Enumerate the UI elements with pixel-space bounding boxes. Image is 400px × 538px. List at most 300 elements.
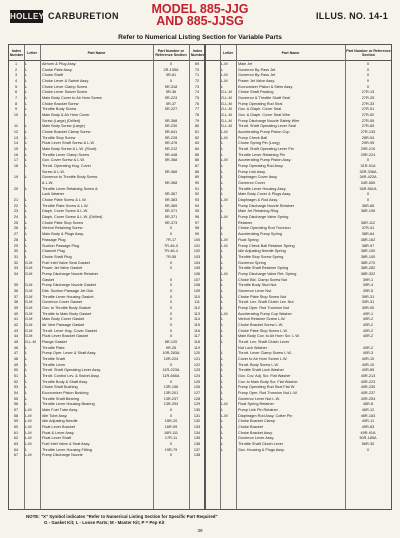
part-name-cell: Power Jet Valve Assy. <box>238 79 275 84</box>
index-cell: 30 <box>13 249 19 254</box>
part-name-cell: Choke Bracket Screw L.W. <box>238 322 284 327</box>
letter-cell: L <box>25 254 28 259</box>
part-name-cell: Power Jet Valve Gasket <box>42 266 83 271</box>
part-number-cell: 5R-37 <box>165 101 177 106</box>
part-name-cell: Accelerating Pump Piston Assy. <box>238 158 292 163</box>
part-name-cell: Choke Plate Stop Screw Nut <box>238 294 287 299</box>
part-name-cell: Choke Bracket Clamp <box>238 419 275 424</box>
index-cell: 79 <box>194 118 200 123</box>
part-number-cell: 5R-367 <box>164 192 178 197</box>
index-cell: 6 <box>14 90 18 95</box>
part-number-cell: 39R-31 <box>361 294 375 299</box>
part-name-cell: Throttle Shaft Bearing <box>42 396 79 401</box>
index-cell: 110 <box>193 294 201 299</box>
part-number-cell: 40R-2 <box>362 345 374 350</box>
part-number-cell: 27R-55 <box>361 118 375 123</box>
letter-cell: L <box>221 317 224 322</box>
part-name-cell: Choke Bracket Clamp Screw <box>42 130 91 135</box>
part-name-cell: Governor By-Pass Jet <box>238 67 276 72</box>
index-cell: 37 <box>13 294 19 299</box>
part-name-cell: Pump Discharge Nozzle <box>42 453 83 458</box>
part-name-cell: Throttle Lever Housing Assy. <box>238 186 287 191</box>
letter-cell: G-M <box>25 288 33 293</box>
table-body-left <box>9 62 205 459</box>
part-number-cell: X <box>169 362 173 367</box>
part-number-cell: 39R-4 <box>362 283 374 288</box>
index-cell: 101 <box>193 243 201 248</box>
index-cell: 135 <box>193 436 201 441</box>
letter-cell: L-M <box>221 158 228 163</box>
part-name-cell: Governor Cover Gasket <box>42 300 83 305</box>
part-name-cell: Main Body & Plugs Assy. <box>42 232 84 237</box>
index-cell: 125 <box>193 379 201 384</box>
part-name-cell: Screw & L.W. <box>42 169 65 174</box>
part-name-cell: Main Body Cover Gasket <box>42 317 85 322</box>
part-number-cell: 40R-1 <box>362 311 374 316</box>
index-cell: 92 <box>194 192 200 197</box>
part-number-cell: 27R-25 <box>361 96 375 101</box>
letter-cell: L-M <box>221 271 228 276</box>
index-cell: 18 <box>13 164 19 169</box>
letter-cell: L <box>25 186 28 191</box>
index-cell: 62 <box>13 436 19 441</box>
index-cell: 83 <box>194 141 200 146</box>
letter-cell: L <box>221 351 224 356</box>
part-name-cell: Throttle Lever Housing Fitting <box>42 447 92 452</box>
part-name-cell: Screw (Large) (Drilled) <box>42 118 81 123</box>
part-number-cell: X <box>169 283 173 288</box>
index-cell: 90 <box>194 181 200 186</box>
index-cell: 121 <box>193 356 201 361</box>
letter-cell: L <box>25 96 28 101</box>
part-name-cell: Pump Check Ball <box>238 135 268 140</box>
part-number-cell: 40R-230 <box>360 385 376 390</box>
part-name-cell: Choke Operating Rod Trunnion <box>238 226 291 231</box>
part-number-cell: X <box>169 334 173 339</box>
part-name-cell: Throttle Lever Clamp Screw <box>42 152 90 157</box>
letter-cell: L <box>221 169 224 174</box>
letter-cell: G-M <box>25 271 33 276</box>
part-number-cell: 38R-97 <box>361 243 375 248</box>
index-cell: 95 <box>194 209 200 214</box>
part-number-cell: 40R-10 <box>361 356 375 361</box>
letter-cell: L <box>25 84 28 89</box>
index-cell: 43 <box>13 328 19 333</box>
part-name-cell: Main Body & Air Horn Cover <box>42 113 90 118</box>
part-number-cell: X <box>366 73 370 78</box>
index-cell: 33 <box>13 266 19 271</box>
part-number-cell: 39R-90 <box>361 305 375 310</box>
part-number-cell: 5R-227 <box>164 107 178 112</box>
letter-cell: L-M <box>25 413 32 418</box>
part-name-cell: Throttle Body Screw <box>42 107 77 112</box>
part-number-cell: 5R-368 <box>164 181 178 186</box>
header-part-name: Part Name <box>281 51 300 55</box>
part-name-cell: Pump Discharge Nozzle Retainer <box>42 271 99 276</box>
index-cell: 4 <box>14 79 18 84</box>
part-number-cell: X <box>366 62 370 66</box>
part-number-cell: 40R-253 <box>360 396 376 401</box>
letter-cell: L <box>221 203 224 208</box>
part-name-cell: Choke Plate Stop Screw L.W. <box>238 328 288 333</box>
letter-cell: G-M <box>25 328 33 333</box>
letter-cell: L-M <box>221 62 228 66</box>
part-name-cell: Diaphragm & Rod Assy. <box>238 198 279 203</box>
part-name-cell: Airhorn & Plug Assy. <box>42 62 77 66</box>
index-cell: 96 <box>194 215 200 220</box>
part-name-cell: Suction Passage Plug <box>42 243 80 248</box>
part-number-cell: 40R-237 <box>360 390 376 395</box>
letter-cell: L <box>221 266 224 271</box>
letter-cell: L <box>25 385 28 390</box>
index-cell: 13 <box>13 135 19 140</box>
part-number-cell: 28R-54 <box>361 135 375 140</box>
part-number-cell: 16R-111 <box>163 430 178 435</box>
index-cell: 27 <box>13 232 19 237</box>
part-name-cell: Choke Plate Assy. <box>42 67 73 72</box>
part-number-cell: 38R-322 <box>360 271 376 276</box>
index-cell: 128 <box>193 396 201 401</box>
part-name-cell: Pump Operating Rod Seal Flat W. <box>238 385 296 390</box>
index-cell: 80 <box>194 124 200 129</box>
index-cell: 53 <box>13 385 19 390</box>
index-cell: 45 <box>13 339 19 344</box>
part-name-cell: Choke Lever Clamp Screw <box>42 84 88 89</box>
page-subtitle: Refer to Numerical Listing Section for Variable Parts <box>118 34 282 41</box>
letter-cell: L <box>25 345 28 350</box>
part-number-cell: X <box>169 62 173 66</box>
part-name-cell: Air Vent Passage Gasket <box>42 322 85 327</box>
letter-cell: L <box>221 232 224 237</box>
part-name-cell: Main Body Cover & Plugs Assy. <box>238 192 292 197</box>
letter-cell: L <box>25 368 28 373</box>
index-cell: 48 <box>13 356 19 361</box>
part-name-cell: Pump Discharge Valve Spring <box>238 215 289 220</box>
letter-cell: L-M <box>221 215 228 220</box>
table-body-right <box>205 62 391 453</box>
letter-cell: G-M <box>25 283 33 288</box>
index-cell: 112 <box>193 305 201 310</box>
part-name-cell: Gov. Cov. Adj. Scr. Flat Washer <box>238 373 291 378</box>
letter-cell: L <box>221 84 224 89</box>
index-cell: 104 <box>193 260 201 265</box>
part-name-cell: Thrott. Lev. Shaft Clutch Lever <box>238 339 290 344</box>
letter-cell: L <box>221 407 224 412</box>
index-cell: 122 <box>193 362 201 367</box>
part-name-cell: Thrott. Shaft Operating Lever Assy. <box>42 368 102 373</box>
letter-cell: L <box>25 135 28 140</box>
part-name-cell: Main Body Cover to Air Horn Screw <box>42 96 102 101</box>
part-number-cell: X <box>169 379 173 384</box>
letter-cell: L <box>25 373 28 378</box>
letter-cell: L <box>25 402 28 407</box>
part-name-cell: Throttle Lever Housing Bearing <box>42 402 95 407</box>
part-number-cell: 36R-65 <box>361 203 375 208</box>
part-name-cell: Pump Discharge Nozzle Safety Wire <box>238 118 300 123</box>
index-cell: 136 <box>193 442 201 447</box>
part-name-cell: Choke Lever & Swivel Assy. <box>42 79 89 84</box>
footnote-line-1: NOTE: "X" Symbol indicates "Refer to Numerical Listing Section for Specific Part Required" <box>26 514 218 519</box>
part-name-cell: Cov. to Main Body Scr. Flat Washer <box>238 379 298 384</box>
part-number-cell: 38R-100 <box>360 249 376 254</box>
letter-cell: L <box>221 175 224 180</box>
part-name-cell: Choke Bracket Assy. <box>238 430 273 435</box>
part-number-cell: X <box>169 317 173 322</box>
letter-cell: L-M <box>221 311 228 316</box>
part-number-cell: 38R-282 <box>360 266 376 271</box>
part-number-cell: 5R-368 <box>164 118 178 123</box>
part-number-cell: X <box>169 453 173 458</box>
letter-cell: L-M <box>221 135 228 140</box>
index-cell: 20 <box>13 186 19 191</box>
letter-cell: L <box>25 198 28 203</box>
part-number-cell: 50R-185A <box>359 436 377 441</box>
index-cell: 120 <box>193 351 201 356</box>
part-number-cell: 34R-422A <box>359 175 377 180</box>
part-name-cell: Pump Link Pin Retainer <box>238 407 278 412</box>
part-number-cell: X <box>169 407 173 412</box>
letter-cell: L <box>221 334 224 339</box>
index-cell: 29 <box>13 243 19 248</box>
index-cell: 134 <box>193 430 201 435</box>
part-name-cell: Pump Discharge Nozzle Gasket <box>42 283 96 288</box>
index-cell: 76 <box>194 101 200 106</box>
part-name-cell: Governor Lever Nut L.W. <box>238 396 280 401</box>
letter-cell: G-L-M <box>221 124 232 129</box>
part-number-cell: 13R-156 <box>163 385 179 390</box>
letter-cell: L <box>25 130 28 135</box>
index-cell: 88 <box>194 169 200 174</box>
index-cell: 100 <box>193 237 201 242</box>
part-name-cell: Flange Gasket <box>42 339 67 344</box>
part-name-cell: Choke Plate Screw & L.W. <box>42 198 87 203</box>
index-cell: 36 <box>13 288 19 293</box>
part-name-cell: Channel Plug <box>42 249 65 254</box>
letter-cell: L <box>25 141 28 146</box>
index-cell: 11 <box>14 124 18 129</box>
index-cell: 89 <box>194 175 200 180</box>
index-cell: 21 <box>13 198 19 203</box>
part-name-cell: Throttle to Main Body Gasket <box>42 311 92 316</box>
part-name-cell: Pump Link Assy. <box>238 169 266 174</box>
letter-cell: L <box>25 249 28 254</box>
index-cell: 42 <box>13 322 19 327</box>
letter-cell: G-L-M <box>25 339 36 344</box>
part-number-cell: X <box>169 305 173 310</box>
letter-cell: L <box>25 113 28 118</box>
header-part-number: Part Number or Reference Section <box>155 49 187 57</box>
index-cell: 126 <box>193 385 201 390</box>
letter-cell: L <box>221 362 224 367</box>
letter-cell: L <box>221 328 224 333</box>
part-number-cell: 5R-448 <box>164 152 178 157</box>
letter-cell: L <box>25 175 28 180</box>
index-cell: 71 <box>194 73 200 78</box>
part-name-cell: Diaphragm Cover Assy. <box>238 175 278 180</box>
letter-cell: L <box>221 249 224 254</box>
part-number-cell: 5R-641 <box>164 130 178 135</box>
model-title-line1: MODEL 885-JJG <box>151 2 249 16</box>
part-number-cell: 39R-1 <box>362 277 374 282</box>
part-name-cell: Governor Cover <box>238 181 266 186</box>
index-cell: 85 <box>194 152 200 157</box>
index-cell: 14 <box>13 141 19 146</box>
index-cell: 34 <box>13 271 19 276</box>
letter-cell: G-M <box>25 300 33 305</box>
part-number-cell: 7R-17 <box>165 237 177 242</box>
part-name-cell: Float Lever Shaft <box>42 436 71 441</box>
part-number-cell: X <box>169 311 173 316</box>
letter-cell: L <box>221 226 224 231</box>
header-index-2: Index Number <box>190 49 205 57</box>
footnote-line-2: G - Gasket Kit; L - Loose Parts; M - Master Kit; P = Pep Kit <box>44 520 165 525</box>
part-number-cell: 5R-36 <box>165 90 177 95</box>
part-number-cell: 7R-46-4 <box>164 249 178 254</box>
index-cell: 40 <box>13 311 19 316</box>
letter-cell: L <box>25 351 28 356</box>
part-number-cell: 40R-2 <box>362 322 374 327</box>
part-name-cell: Retainer <box>238 220 253 225</box>
part-name-cell: Throttle Body Stud Nut <box>238 283 277 288</box>
letter-cell: G-L-M <box>221 118 232 123</box>
index-cell: 56 <box>13 402 19 407</box>
letter-cell: L <box>221 254 224 259</box>
part-name-cell: Throttle Stop Screw <box>42 135 76 140</box>
part-number-cell: 34R-565 <box>360 181 376 186</box>
index-cell: 94 <box>194 203 200 208</box>
part-name-cell: Governor By-Pass Jet <box>238 73 276 78</box>
part-name-cell: Governor Lever Assy. <box>238 436 275 441</box>
part-number-cell: X <box>169 79 173 84</box>
letter-cell: G-M <box>25 317 33 322</box>
letter-cell: L-M <box>25 407 32 412</box>
holley-logo: HOLLEY <box>10 12 45 21</box>
part-number-cell: X <box>366 84 370 89</box>
letter-cell: L-M <box>25 453 32 458</box>
index-cell: 9 <box>14 107 18 112</box>
part-name-cell: Throttle Shaft <box>42 356 65 361</box>
part-number-cell: 29R-210 <box>360 147 376 152</box>
part-name-cell: Nut Lock Washer <box>238 345 267 350</box>
part-number-cell: 27R-13 <box>361 90 375 95</box>
part-number-cell: 5R-366 <box>164 169 178 174</box>
index-cell: 2 <box>14 67 18 72</box>
part-name-cell: Diaph. Cover Screw & L.W. <box>42 209 88 214</box>
letter-cell: L <box>221 379 224 384</box>
part-number-cell: 29R-95 <box>361 141 375 146</box>
parts-table-left <box>8 44 206 510</box>
part-number-cell: 31R-91A <box>360 164 376 169</box>
part-name-cell: Pump Oper. Lever & Shaft Assy. <box>42 351 97 356</box>
part-name-cell: Accelerating Pump Piston Cup <box>238 130 290 135</box>
part-number-cell: X <box>169 294 173 299</box>
part-name-cell: Main Body Cov. to Air Horn Scr. L.W. <box>238 334 300 339</box>
part-name-cell: Float Lever Bracket <box>42 425 75 429</box>
letter-cell: L-M <box>221 413 228 418</box>
part-number-cell: 29R-224 <box>360 152 376 157</box>
part-number-cell: X <box>366 192 370 197</box>
letter-cell: L <box>221 283 224 288</box>
letter-cell: L <box>221 260 224 265</box>
index-cell: 115 <box>193 322 201 327</box>
letter-cell: G-M <box>25 322 33 327</box>
index-cell: 105 <box>193 266 201 271</box>
table-header-left <box>9 45 205 61</box>
part-name-cell: Float Spring Retainer <box>238 402 274 407</box>
index-cell: 64 <box>13 447 19 452</box>
part-name-cell: Venturi Retaining Screw <box>42 226 83 231</box>
letter-cell: G-M <box>25 260 33 265</box>
index-cell: 26 <box>13 226 19 231</box>
part-name-cell: Idle Adjusting Needle Spring <box>238 249 286 254</box>
part-name-cell: Pump Operating Rod Seal <box>238 101 283 106</box>
part-number-cell: 27R-52 <box>361 113 375 118</box>
part-number-cell: 16R-99 <box>164 425 178 429</box>
letter-cell: L <box>221 277 224 282</box>
letter-cell: L <box>25 243 28 248</box>
index-cell: 15 <box>13 147 19 152</box>
part-name-cell: Throttle Lever Housing Gasket <box>42 294 94 299</box>
part-name-cell: Venturi Retainer Screw L.W. <box>238 317 286 322</box>
index-cell: 25 <box>13 220 19 225</box>
table-row <box>205 448 391 454</box>
part-number-cell: 38R-162 <box>360 237 376 242</box>
letter-cell: L <box>221 442 224 447</box>
part-name-cell: Fuel Inlet Valve & Seat Assy. <box>42 442 91 447</box>
letter-cell: G-M <box>25 311 33 316</box>
part-number-cell: X <box>169 300 173 305</box>
index-cell: 130 <box>193 407 201 412</box>
part-number-cell: 56R-30 <box>361 442 375 447</box>
part-number-cell: 49R-91A <box>360 430 376 435</box>
part-number-cell: 32R-336A <box>359 169 377 174</box>
part-number-cell: 13R-201 <box>163 390 179 395</box>
letter-cell: L <box>25 209 28 214</box>
index-cell: 113 <box>193 311 201 316</box>
index-cell: 84 <box>194 147 200 152</box>
index-cell: 5 <box>14 84 18 89</box>
part-name-cell: Economizer Piston Bushing <box>42 390 89 395</box>
part-name-cell: Economizer Piston & Stem Assy. <box>238 84 294 89</box>
part-number-cell: 3R-81 <box>165 73 177 78</box>
index-cell: 22 <box>13 203 19 208</box>
part-number-cell: 27R-51 <box>361 107 375 112</box>
index-cell: 39 <box>13 305 19 310</box>
parts-tables <box>8 44 392 510</box>
part-number-cell: 27R-33 <box>361 101 375 106</box>
letter-cell: L-M <box>25 442 32 447</box>
part-name-cell: Pump Discharge Nozzle Retainer <box>238 203 295 208</box>
part-name-cell: Gov. Housing & Plugs Assy. <box>238 447 285 452</box>
part-name-cell: Float Lever Bracket Gasket <box>42 334 89 339</box>
letter-cell: L <box>25 62 28 66</box>
part-name-cell: Dist. Suction Passage Jet Gsk. <box>42 288 95 293</box>
part-name-cell: Accelerating Pump Spring <box>238 232 282 237</box>
letter-cell: L <box>25 101 28 106</box>
index-cell: 118 <box>193 339 201 344</box>
letter-cell: L <box>221 164 224 169</box>
index-cell: 54 <box>13 390 19 395</box>
part-name-cell: Lock Washer <box>42 192 65 197</box>
part-name-cell: Throttle Lever Retaining Pin <box>238 152 286 157</box>
part-number-cell: 5R-371 <box>164 215 178 220</box>
part-number-cell: X <box>366 67 370 72</box>
footnote <box>26 514 386 526</box>
letter-cell: L <box>221 436 224 441</box>
letter-cell: L <box>221 356 224 361</box>
part-number-cell: 38R-64 <box>361 232 375 237</box>
part-number-cell: 36R-195 <box>360 209 376 214</box>
